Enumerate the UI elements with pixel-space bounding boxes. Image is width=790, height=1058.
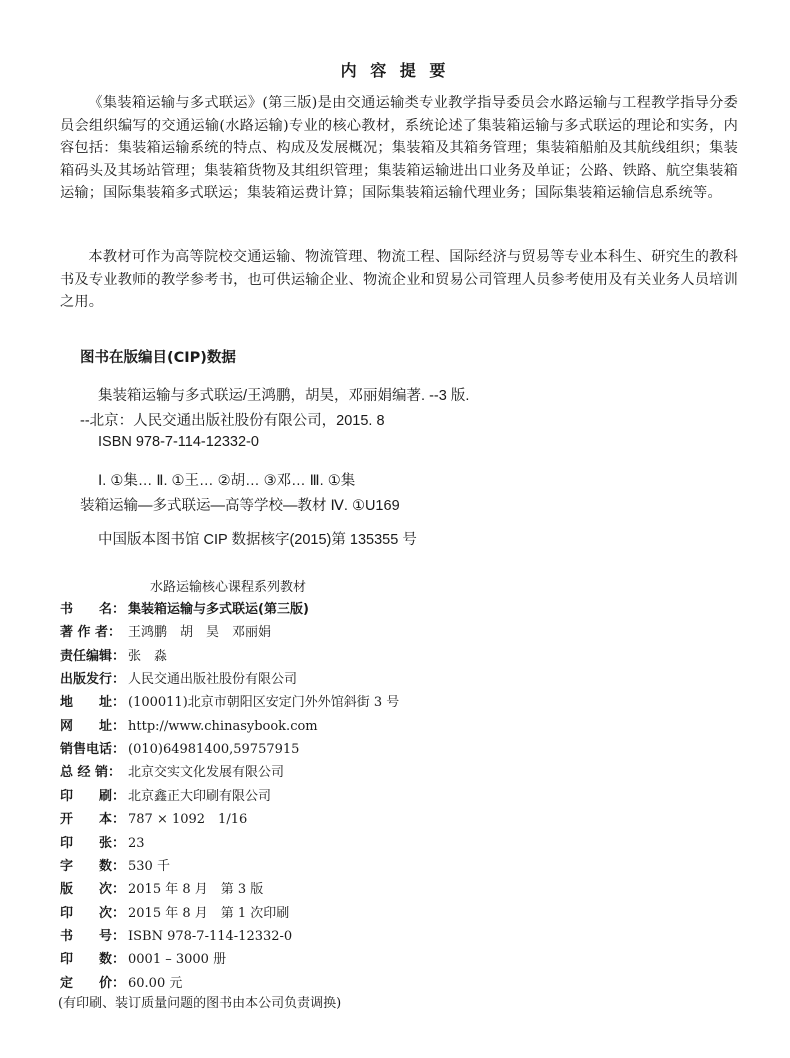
colophon-row	[60, 926, 292, 948]
cip-line-5: 装箱运输—多式联运—高等学校—教材 Ⅳ. ①U169	[80, 498, 400, 514]
colophon-row	[60, 903, 289, 925]
cip-line-6: 中国版本图书馆 CIP 数据核字(2015)第 135355 号	[98, 532, 417, 548]
colophon-label: 出版发行：	[60, 672, 126, 688]
colophon-row	[60, 879, 263, 901]
colophon-label: 销售电话：	[60, 742, 126, 758]
cip-line-3: ISBN 978-7-114-12332-0	[98, 434, 259, 450]
colophon-row	[60, 739, 299, 761]
colophon-row	[60, 809, 247, 831]
colophon-value: 530 千	[128, 858, 170, 874]
colophon-value: 2015 年 8 月 第 1 次印刷	[128, 905, 290, 921]
colophon-row	[60, 716, 318, 738]
colophon-row	[60, 692, 399, 714]
colophon-value: 王鸿鹏 胡 昊 邓丽娟	[128, 625, 272, 641]
colophon-value: http://www.chinasybook.com	[128, 718, 318, 734]
colophon-row	[60, 622, 271, 644]
colophon-value: 787 × 1092 1/16	[128, 812, 248, 828]
colophon-value: ISBN 978-7-114-12332-0	[128, 928, 293, 944]
colophon-value: (010)64981400,59757915	[128, 742, 300, 758]
colophon-value: 张 淼	[128, 648, 168, 664]
colophon-value: 北京鑫正大印刷有限公司	[128, 788, 272, 804]
cip-heading: 图书在版编目(CIP)数据	[80, 350, 236, 366]
colophon-label: 书 名：	[60, 602, 126, 617]
colophon-label: 著 作 者：	[60, 625, 122, 641]
cip-line-4: Ⅰ. ①集… Ⅱ. ①王… ②胡… ③邓… Ⅲ. ①集	[98, 473, 356, 489]
cip-line-1: 集装箱运输与多式联运/王鸿鹏，胡昊，邓丽娟编著. --3 版.	[98, 388, 470, 404]
colophon-label: 地 址：	[60, 695, 126, 711]
colophon-row	[60, 599, 309, 621]
summary-paragraph-1: 《集装箱运输与多式联运》(第三版)是由交通运输类专业教学指导委员会水路运输与工程教学指导分委员会组织编写的交通运输(水路运输)专业的核心教材，系统论述了集装箱运输与多式联运的理论和实务，内容包括：集装箱运输系统的特点、构成及发展概况；集装箱及其箱务管理；集装箱船舶及其航线组织；集装箱码头及其场站管理；集装箱货物及其组织管理；集装箱运输进出口业务及单证；公路、铁路、航空集装箱运输；国际集装箱多式联运；集装箱运费计算；国际集装箱运输代理业务；国际集装箱运输信息系统等。	[60, 95, 738, 202]
colophon-label: 开 本：	[60, 812, 126, 828]
colophon-row	[60, 646, 167, 668]
colophon-value: 23	[128, 835, 145, 851]
series-name: 水路运输核心课程系列教材	[150, 580, 307, 595]
colophon-label: 网 址：	[60, 718, 126, 734]
colophon-value: 0001 – 3000 册	[128, 952, 227, 968]
colophon-label: 总 经 销：	[60, 765, 122, 781]
colophon-label: 版 次：	[60, 882, 126, 898]
colophon-row	[60, 949, 226, 971]
colophon-label: 印 数：	[60, 952, 126, 968]
colophon-label: 责任编辑：	[60, 648, 126, 664]
summary-title: 内 容 提 要	[340, 61, 450, 80]
colophon-label: 印 次：	[60, 905, 126, 921]
colophon-row	[60, 786, 271, 808]
cip-line-2: --北京：人民交通出版社股份有限公司，2015. 8	[80, 413, 385, 429]
colophon-value: 2015 年 8 月 第 3 版	[128, 882, 264, 898]
colophon-row	[60, 669, 297, 691]
colophon-label: 书 号：	[60, 928, 126, 944]
quality-note: (有印刷、装订质量问题的图书由本公司负责调换)	[58, 996, 342, 1011]
colophon-value: 人民交通出版社股份有限公司	[128, 672, 298, 688]
colophon-row	[60, 833, 145, 855]
summary-paragraph-2: 本教材可作为高等院校交通运输、物流管理、物流工程、国际经济与贸易等专业本科生、研究生的教科书及专业教师的教学参考书，也可供运输企业、物流企业和贸易公司管理人员参考使用及有关业务人员培训之用。	[60, 249, 738, 311]
colophon-label: 印 张：	[60, 835, 126, 851]
colophon-row	[60, 762, 284, 784]
colophon-value: 集装箱运输与多式联运(第三版)	[128, 602, 309, 617]
colophon-row	[60, 856, 170, 878]
colophon-value: (100011)北京市朝阳区安定门外外馆斜街 3 号	[128, 695, 400, 711]
colophon-label: 定 价：	[60, 975, 126, 991]
colophon-value: 60.00 元	[128, 975, 183, 991]
colophon-label: 字 数：	[60, 858, 126, 874]
colophon-value: 北京交实文化发展有限公司	[128, 765, 285, 781]
colophon-label: 印 刷：	[60, 788, 126, 804]
